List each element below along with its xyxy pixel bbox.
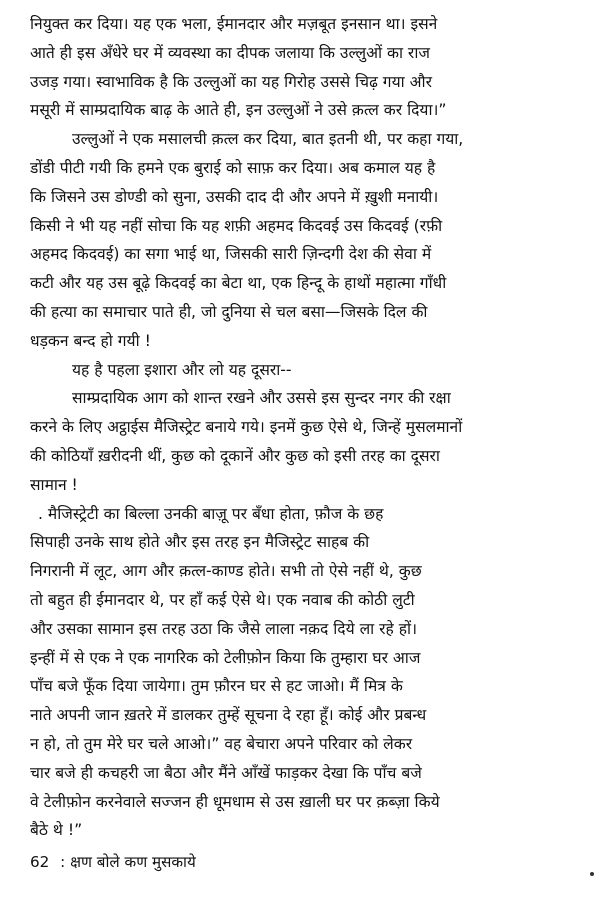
text-line: नाते अपनी जान ख़तरे में डालकर तुम्हें सूचना दे रहा हूँ। कोई और प्रबन्ध (30, 706, 427, 725)
text-line: और उसका सामान इस तरह उठा कि जैसे लाला नक़द दिये ला रहे हों। (30, 619, 417, 638)
text-line: निगरानी में लूट, आग और क़त्ल-काण्ड होते। सभी तो ऐसे नहीं थे, कुछ (30, 562, 422, 581)
page-number: 62 (30, 853, 50, 871)
text-line: नियुक्त कर दिया। यह एक भला, ईमानदार और मज़बूत इनसान था। इसने (30, 15, 438, 33)
text-line: की हत्या का समाचार पाते ही, जो दुनिया से चल बसा—जिसके दिल की (30, 302, 428, 321)
scan-mark (590, 872, 594, 876)
text-line: पाँच बजे फूँक दिया जायेगा। तुम फ़ौरन घर से हट जाओ। मैं मित्र के (30, 677, 403, 696)
text-line: यह है पहला इशारा और लो यह दूसरा-- (72, 360, 292, 379)
text-line: साम्प्रदायिक आग को शान्त रखने और उससे इस सुन्दर नगर की रक्षा (72, 389, 451, 408)
text-line: कि जिसने उस डोण्डी को सुना, उसकी दाद दी और अपने में ख़ुशी मनायी। (30, 187, 439, 206)
text-line: अहमद किदवई) का सगा भाई था, जिसकी सारी ज़िन्दगी देश की सेवा में (30, 245, 432, 264)
text-line: मसूरी में साम्प्रदायिक बाढ़ के आते ही, इन उल्लुओं ने उसे क़त्ल कर दिया।” (30, 101, 447, 120)
text-line: बैठे थे !” (30, 821, 83, 840)
book-title: : क्षण बोले कण मुसकाये (60, 853, 196, 871)
text-line: आते ही इस अँधेरे घर में व्यवस्था का दीपक जलाया कि उल्लुओं का राज (30, 43, 430, 62)
page-footer (30, 850, 196, 874)
text-line: . मैजिस्ट्रेटी का बिल्ला उनकी बाज़ू पर बँधा होता, फ़ौज के छह (38, 504, 384, 523)
text-line: तो बहुत ही ईमानदार थे, पर हाँ कई ऐसे थे। एक नवाब की कोठी लुटी (30, 590, 415, 609)
text-line: की कोठियाँ ख़रीदनी थीं, कुछ को दूकानें और कुछ को इसी तरह का दूसरा (30, 446, 440, 465)
text-line: कटी और यह उस बूढ़े किदवई का बेटा था, एक हिन्दू के हाथों महात्मा गाँधी (30, 274, 447, 293)
text-line: उजड़ गया। स्वाभाविक है कि उल्लुओं का यह गिरोह उससे चिढ़ गया और (30, 72, 432, 91)
text-line: करने के लिए अट्ठाईस मैजिस्ट्रेट बनाये गये। इनमें कुछ ऐसे थे, जिन्हें मुसलमानों (30, 418, 463, 437)
text-line: सामान ! (30, 475, 78, 494)
body-text (30, 10, 592, 845)
text-line: डोंडी पीटी गयी कि हमने एक बुराई को साफ़ कर दिया। अब कमाल यह है (30, 158, 436, 177)
text-line: न हो, तो तुम मेरे घर चले आओ।” वह बेचारा अपने परिवार को लेकर (30, 734, 413, 753)
text-line: धड़कन बन्द हो गयी ! (30, 331, 151, 350)
text-line: वे टेलीफ़ोन करनेवाले सज्जन ही धूमधाम से उस ख़ाली घर पर क़ब्ज़ा किये (30, 792, 440, 811)
text-line: सिपाही उनके साथ होते और इस तरह इन मैजिस्ट्रेट साहब की (30, 533, 370, 552)
text-line: उल्लुओं ने एक मसालची क़त्ल कर दिया, बात इतनी थी, पर कहा गया, (72, 130, 464, 149)
text-line: इन्हीं में से एक ने एक नागरिक को टेलीफ़ोन किया कि तुम्हारा घर आज (30, 648, 421, 667)
text-line: चार बजे ही कचहरी जा बैठा और मैंने आँखें फाड़कर देखा कि पाँच बजे (30, 763, 422, 782)
text-line: किसी ने भी यह नहीं सोचा कि यह शफ़ी अहमद किदवई उस किदवई (रफ़ी (30, 216, 443, 235)
